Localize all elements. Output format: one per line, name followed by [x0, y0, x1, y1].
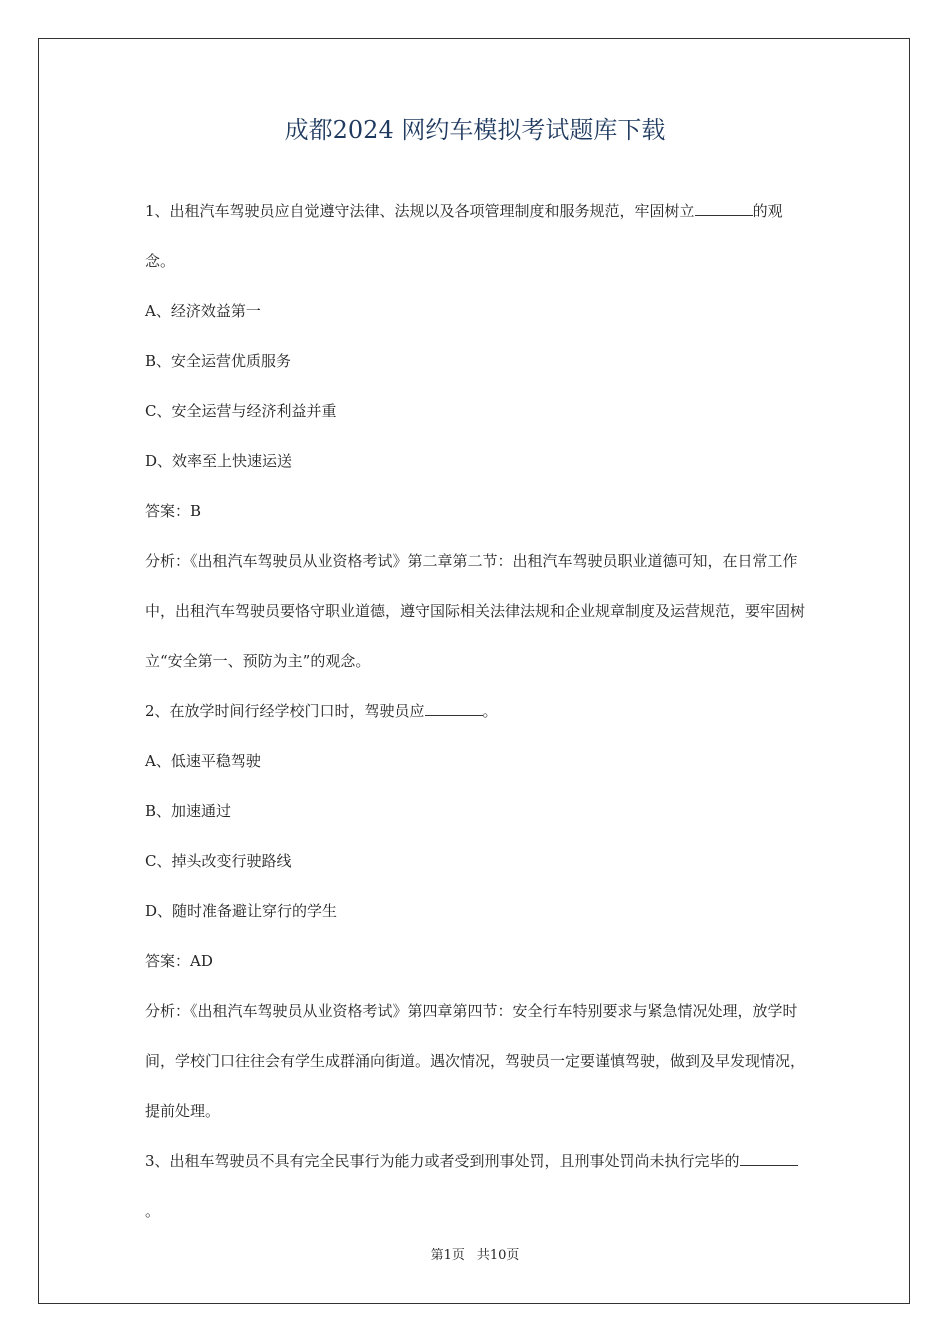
question-1-option-d: D、效率至上快速运送 — [145, 452, 293, 470]
question-2-option-a: A、低速平稳驾驶 — [145, 752, 261, 770]
question-1-answer: 答案：B — [145, 502, 202, 520]
question-1-stem: 1、出租汽车驾驶员应自觉遵守法律、法规以及各项管理制度和服务规范，牢固树立 的观念。 — [145, 186, 807, 286]
page-footer — [0, 1247, 950, 1265]
answer-blank — [695, 197, 753, 216]
question-2-option-b: B、加速通过 — [145, 802, 232, 820]
question-2-analysis: 分析：《出租汽车驾驶员从业资格考试》第四章第四节：安全行车特别要求与紧急情况处理，放学时间，学校门口往往会有学生成群涌向街道。遇次情况，驾驶员一定要谨慎驾驶，做到及早发现情况，提前处理。 — [145, 1002, 806, 1120]
question-2-option-c: C、掉头改变行驶路线 — [145, 852, 292, 870]
question-1-analysis: 分析：《出租汽车驾驶员从业资格考试》第二章第二节：出租汽车驾驶员职业道德可知，在日常工作中，出租汽车驾驶员要恪守职业道德，遵守国际相关法律法规和企业规章制度及运营规范，要牢固树立“安全第一、预防为主”的观念。 — [145, 552, 806, 670]
page-total: 共10页 — [476, 1248, 520, 1263]
question-2-option-d: D、随时准备避让穿行的学生 — [145, 902, 338, 920]
document-title: 成都2024 网约车模拟考试题库下载 — [284, 116, 666, 144]
question-1-option-c: C、安全运营与经济利益并重 — [145, 402, 337, 420]
question-1-option-a: A、经济效益第一 — [145, 302, 261, 320]
question-2-answer: 答案：AD — [145, 952, 213, 970]
question-2-stem: 2、在放学时间行经学校门口时，驾驶员应 。 — [145, 686, 807, 736]
page-number: 第1页 — [430, 1248, 465, 1263]
answer-blank — [740, 1147, 798, 1166]
answer-blank — [425, 697, 483, 716]
question-3-stem: 3、出租车驾驶员不具有完全民事行为能力或者受到刑事处罚，且刑事处罚尚未执行完毕的。 — [145, 1136, 807, 1236]
question-1-option-b: B、安全运营优质服务 — [145, 352, 292, 370]
question-content — [145, 186, 807, 1236]
